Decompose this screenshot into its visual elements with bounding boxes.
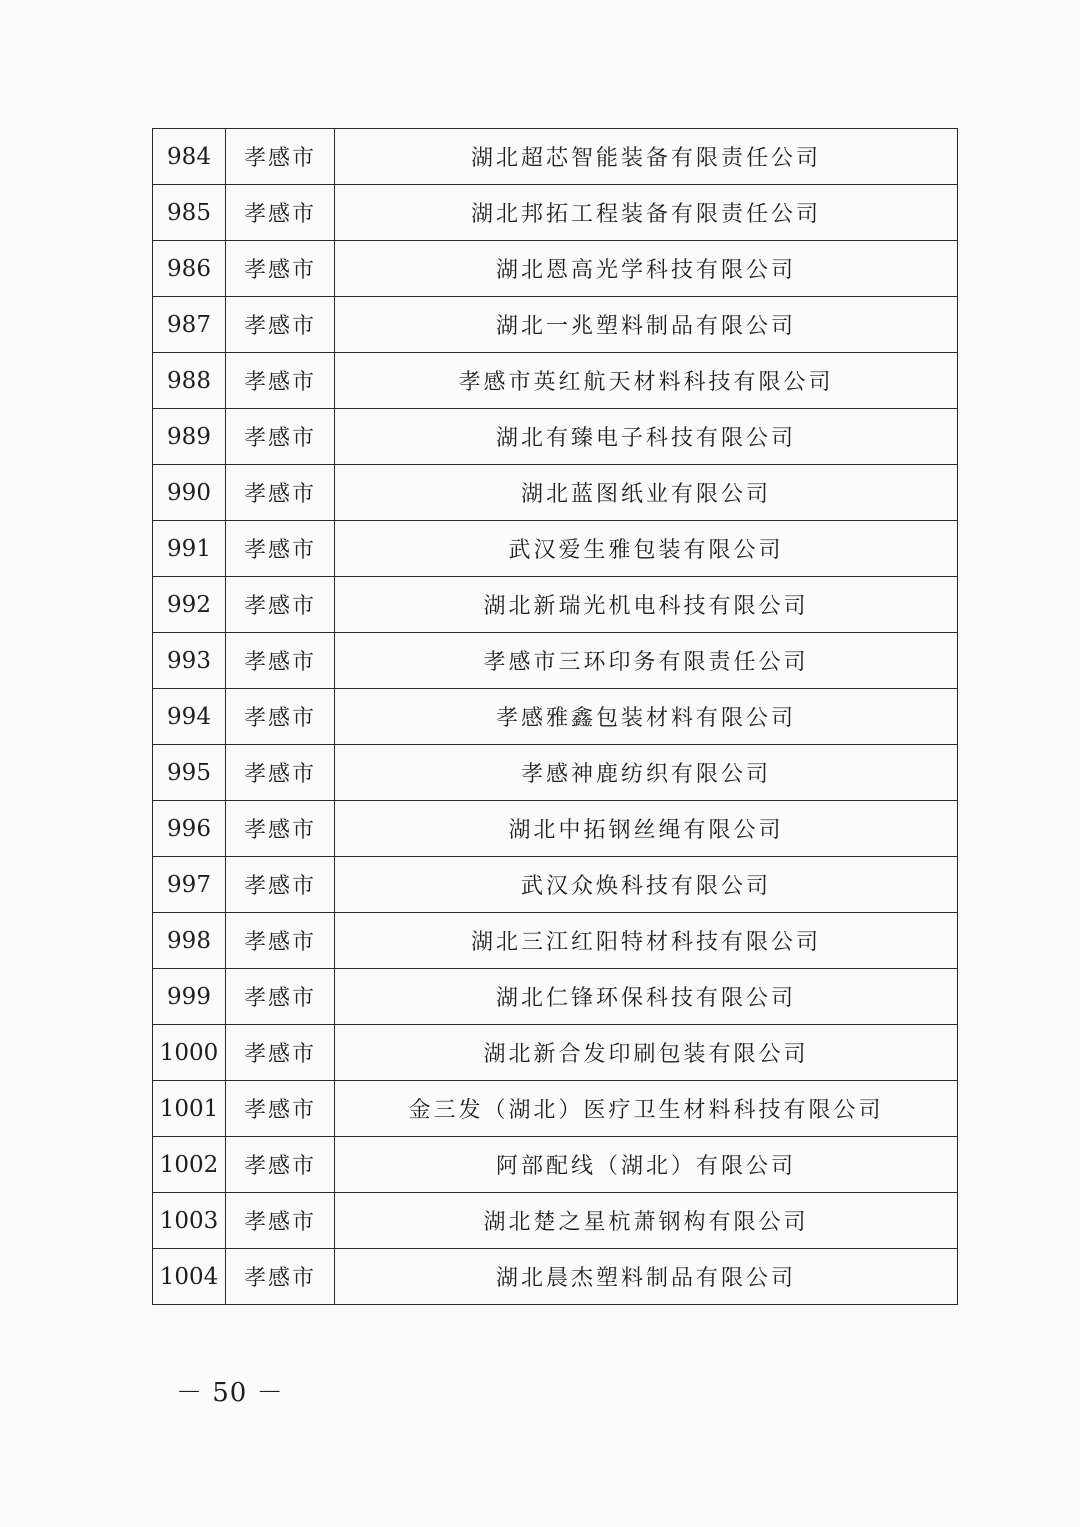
row-company: 武汉爱生雅包装有限公司 [335, 521, 958, 577]
row-company: 湖北晨杰塑料制品有限公司 [335, 1249, 958, 1305]
table-row [153, 1025, 958, 1081]
row-number: 994 [153, 689, 226, 745]
table-row [153, 1193, 958, 1249]
table-row [153, 241, 958, 297]
table-row [153, 521, 958, 577]
row-number: 999 [153, 969, 226, 1025]
table-row [153, 633, 958, 689]
row-number: 1003 [153, 1193, 226, 1249]
row-company: 武汉众焕科技有限公司 [335, 857, 958, 913]
page-number: － 50 － [176, 1378, 284, 1408]
row-number: 1002 [153, 1137, 226, 1193]
table-row [153, 465, 958, 521]
row-city: 孝感市 [226, 297, 335, 353]
row-number: 987 [153, 297, 226, 353]
table-row [153, 129, 958, 185]
row-company: 湖北新合发印刷包装有限公司 [335, 1025, 958, 1081]
table-row [153, 577, 958, 633]
table-row [153, 801, 958, 857]
row-city: 孝感市 [226, 913, 335, 969]
row-city: 孝感市 [226, 689, 335, 745]
row-city: 孝感市 [226, 1081, 335, 1137]
table-row [153, 689, 958, 745]
table-row [153, 1249, 958, 1305]
row-city: 孝感市 [226, 857, 335, 913]
row-company: 湖北一兆塑料制品有限公司 [335, 297, 958, 353]
row-company: 孝感雅鑫包装材料有限公司 [335, 689, 958, 745]
row-number: 990 [153, 465, 226, 521]
row-company: 湖北仁锋环保科技有限公司 [335, 969, 958, 1025]
row-company: 孝感神鹿纺织有限公司 [335, 745, 958, 801]
table-row [153, 745, 958, 801]
row-city: 孝感市 [226, 129, 335, 185]
row-company: 孝感市三环印务有限责任公司 [335, 633, 958, 689]
row-city: 孝感市 [226, 577, 335, 633]
row-city: 孝感市 [226, 1137, 335, 1193]
row-city: 孝感市 [226, 409, 335, 465]
row-city: 孝感市 [226, 801, 335, 857]
row-number: 1000 [153, 1025, 226, 1081]
row-number: 986 [153, 241, 226, 297]
table-row [153, 913, 958, 969]
row-city: 孝感市 [226, 1249, 335, 1305]
row-company: 阿部配线（湖北）有限公司 [335, 1137, 958, 1193]
row-number: 991 [153, 521, 226, 577]
row-company: 孝感市英红航天材料科技有限公司 [335, 353, 958, 409]
row-number: 1001 [153, 1081, 226, 1137]
row-number: 997 [153, 857, 226, 913]
row-company: 湖北新瑞光机电科技有限公司 [335, 577, 958, 633]
row-number: 998 [153, 913, 226, 969]
row-city: 孝感市 [226, 353, 335, 409]
row-company: 湖北楚之星杭萧钢构有限公司 [335, 1193, 958, 1249]
table-row [153, 297, 958, 353]
row-number: 995 [153, 745, 226, 801]
row-company: 湖北超芯智能装备有限责任公司 [335, 129, 958, 185]
company-table [152, 128, 958, 1305]
row-city: 孝感市 [226, 969, 335, 1025]
row-number: 988 [153, 353, 226, 409]
row-number: 985 [153, 185, 226, 241]
row-number: 989 [153, 409, 226, 465]
row-number: 996 [153, 801, 226, 857]
table-row [153, 185, 958, 241]
row-city: 孝感市 [226, 185, 335, 241]
table-row [153, 1137, 958, 1193]
row-company: 湖北中拓钢丝绳有限公司 [335, 801, 958, 857]
table-row [153, 1081, 958, 1137]
table-row [153, 857, 958, 913]
row-company: 湖北恩高光学科技有限公司 [335, 241, 958, 297]
row-number: 1004 [153, 1249, 226, 1305]
table-row [153, 409, 958, 465]
row-city: 孝感市 [226, 745, 335, 801]
row-number: 984 [153, 129, 226, 185]
company-table-body [153, 129, 958, 1305]
row-city: 孝感市 [226, 521, 335, 577]
row-company: 湖北三江红阳特材科技有限公司 [335, 913, 958, 969]
row-company: 金三发（湖北）医疗卫生材料科技有限公司 [335, 1081, 958, 1137]
row-number: 993 [153, 633, 226, 689]
row-city: 孝感市 [226, 1193, 335, 1249]
row-city: 孝感市 [226, 465, 335, 521]
row-city: 孝感市 [226, 241, 335, 297]
table-row [153, 969, 958, 1025]
row-city: 孝感市 [226, 1025, 335, 1081]
row-number: 992 [153, 577, 226, 633]
table-row [153, 353, 958, 409]
row-city: 孝感市 [226, 633, 335, 689]
row-company: 湖北邦拓工程装备有限责任公司 [335, 185, 958, 241]
row-company: 湖北蓝图纸业有限公司 [335, 465, 958, 521]
row-company: 湖北有臻电子科技有限公司 [335, 409, 958, 465]
